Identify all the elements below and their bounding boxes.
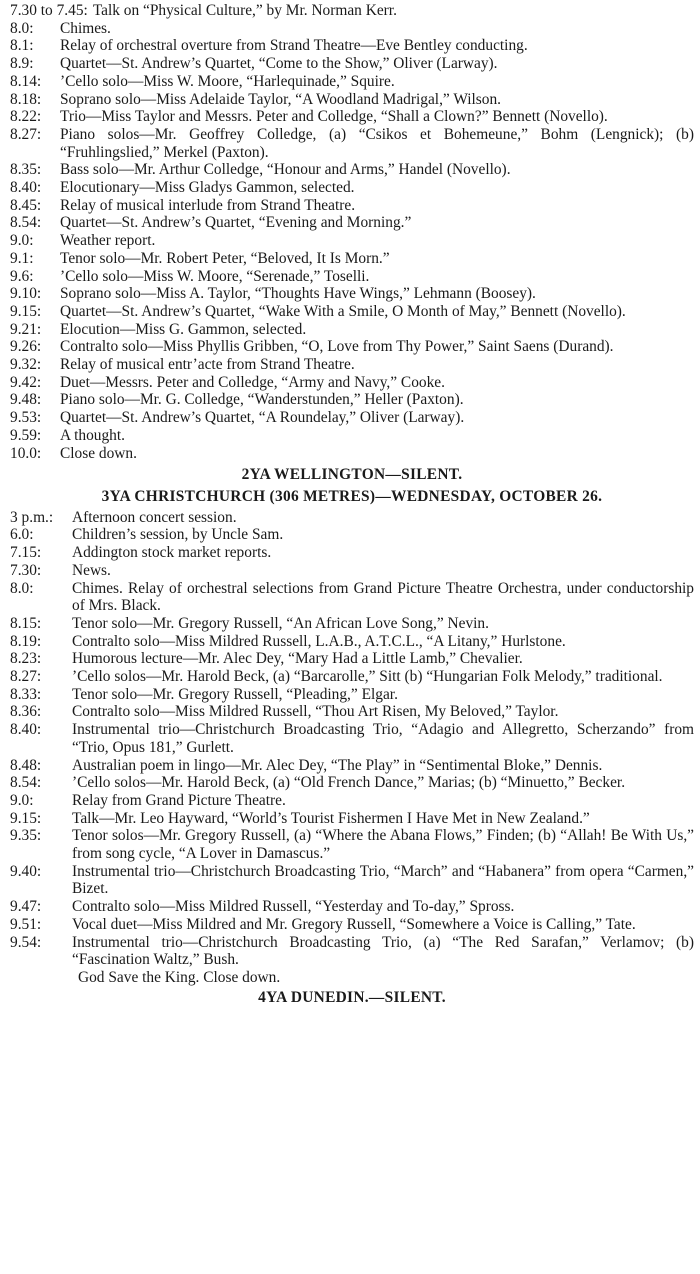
entry-text: Instrumental trio—Christchurch Broadcasting Trio, “March” and “Habanera” from opera “Carmen,” Bizet. [72,862,694,898]
programme-entry [10,427,694,445]
entry-time: 8.9: [10,55,34,73]
entry-time: 9.40: [10,862,42,880]
entry-text: Contralto solo—Miss Mildred Russell, L.A.B., A.T.C.L., “A Litany,” Hurlstone. [72,632,566,650]
programme-entry [10,774,694,792]
programme-entry [10,526,694,544]
entry-time: 8.0: [10,19,34,37]
entry-text: ’Cello solos—Mr. Harold Beck, (a) “Old French Dance,” Marias; (b) “Minuetto,” Becker. [72,774,626,792]
programme-entry [10,197,694,215]
entry-time: 8.54: [10,214,42,232]
programme-entry [10,445,694,463]
closing-line: God Save the King. Close down. [78,968,281,986]
programme-entry [10,580,694,615]
entry-text: Relay of musical entr’acte from Strand Theatre. [60,356,355,374]
entry-time: 8.1: [10,37,34,55]
programme-entry [10,126,694,161]
entry-time: 9.53: [10,409,42,427]
entry-text: Vocal duet—Miss Mildred and Mr. Gregory Russell, “Somewhere a Voice is Calling,” Tate. [72,915,636,933]
entry-text: A thought. [60,426,125,444]
entry-time: 8.33: [10,685,42,703]
programme-entry [10,898,694,916]
entry-time: 8.48: [10,756,42,774]
entry-time: 9.15: [10,302,42,320]
entry-time: 8.40: [10,721,42,739]
entry-time: 8.18: [10,90,42,108]
programme-entry [10,250,694,268]
programme-entry [10,391,694,409]
programme-entry [10,214,694,232]
entry-time: 9.51: [10,915,42,933]
programme-entry-first [10,2,694,20]
entry-time: 9.32: [10,356,42,374]
programme-entry [10,562,694,580]
entry-text: Trio—Miss Taylor and Messrs. Peter and Colledge, “Shall a Clown?” Bennett (Novello). [60,108,608,126]
programme-entry [10,934,694,969]
programme-entry [10,544,694,562]
entry-time: 8.0: [10,579,34,597]
entry-text: Quartet—St. Andrew’s Quartet, “A Roundelay,” Oliver (Larway). [60,409,465,427]
programme-entry [10,792,694,810]
programme-entry [10,37,694,55]
entry-time: 8.35: [10,161,42,179]
entry-text: Contralto solo—Miss Phyllis Gribben, “O, Love from Thy Power,” Saint Saens (Durand). [60,338,614,356]
entry-text: Piano solos—Mr. Geoffrey Colledge, (a) “Csikos et Bohemeune,” Bohm (Lengnick); (b) “Fruhlingslied,” Merkel (Paxton). [60,125,694,161]
entry-time: 9.21: [10,320,42,338]
entry-time: 9.0: [10,791,34,809]
entry-time: 9.1: [10,249,34,267]
entry-time: 9.10: [10,285,42,303]
entry-time: 9.54: [10,933,42,951]
entry-text: Instrumental trio—Christchurch Broadcasting Trio, (a) “The Red Sarafan,” Verlamov; (b) “Fascination Waltz,” Bush. [72,933,694,969]
section-3ya-programme [10,509,694,969]
entry-time: 7.30: [10,561,42,579]
programme-entry [10,916,694,934]
programme-entry [10,827,694,862]
entry-time: 9.15: [10,809,42,827]
programme-entry [10,686,694,704]
programme-entry [10,374,694,392]
programme-entry [10,668,694,686]
entry-time: 9.42: [10,373,42,391]
programme-entry [10,633,694,651]
programme-entry [10,161,694,179]
entry-time: 3 p.m.: [10,508,54,526]
entry-text: Relay of musical interlude from Strand Theatre. [60,196,356,214]
programme-entry [10,409,694,427]
programme-entry [10,73,694,91]
entry-time: 8.36: [10,703,42,721]
entry-text: Elocution—Miss G. Gammon, selected. [60,320,307,338]
heading-2ya-wellington: 2YA WELLINGTON—SILENT. [241,466,463,484]
entry-text: Chimes. [60,19,111,37]
entry-text: Duet—Messrs. Peter and Colledge, “Army and Navy,” Cooke. [60,373,445,391]
entry-text: Piano solo—Mr. G. Colledge, “Wanderstunden,” Heller (Paxton). [60,391,464,409]
entry-text: Talk—Mr. Leo Hayward, “World’s Tourist Fishermen I Have Met in New Zealand.” [72,809,590,827]
entry-text: Weather report. [60,232,156,250]
programme-entry [10,321,694,339]
entry-time: 9.6: [10,267,34,285]
programme-entry [10,285,694,303]
programme-entry [10,650,694,668]
programme-entry [10,721,694,756]
entry-time: 8.27: [10,125,42,143]
entry-text: Relay from Grand Picture Theatre. [72,791,286,809]
entry-time: 6.0: [10,526,34,544]
entry-text: Soprano solo—Miss Adelaide Taylor, “A Woodland Madrigal,” Wilson. [60,90,502,108]
entry-time: 9.26: [10,338,42,356]
programme-entry [10,703,694,721]
entry-time: 8.45: [10,196,42,214]
entry-text: Chimes. Relay of orchestral selections from Grand Picture Theatre Orchestra, under conductorship of Mrs. Black. [72,579,694,615]
entry-text: Australian poem in lingo—Mr. Alec Dey, “The Play” in “Sentimental Bloke,” Dennis. [72,756,603,774]
entry-time: 8.40: [10,179,42,197]
entry-text: Tenor solo—Mr. Robert Peter, “Beloved, It Is Morn.” [60,249,390,267]
entry-text: ’Cello solos—Mr. Harold Beck, (a) “Barcarolle,” Sitt (b) “Hungarian Folk Melody,” traditional. [72,668,663,686]
entry-text: ’Cello solo—Miss W. Moore, “Harlequinade,” Squire. [60,72,395,90]
programme-entry [10,91,694,109]
entry-text: Elocutionary—Miss Gladys Gammon, selected. [60,179,355,197]
entry-text: Afternoon concert session. [72,508,237,526]
entry-text: Instrumental trio—Christchurch Broadcasting Trio, “Adagio and Allegretto, Scherzando” from “Trio, Opus 181,” Gurlett. [72,721,694,756]
entry-time: 9.0: [10,232,34,250]
programme-entry [10,55,694,73]
entry-text: Talk on “Physical Culture,” by Mr. Norman Kerr. [92,2,397,19]
entry-text: Quartet—St. Andrew’s Quartet, “Wake With a Smile, O Month of May,” Bennett (Novello). [60,302,626,320]
entry-text: Contralto solo—Miss Mildred Russell, “Yesterday and To-day,” Spross. [72,898,515,916]
programme-entry [10,108,694,126]
entry-text: Tenor solo—Mr. Gregory Russell, “Pleading,” Elgar. [72,685,398,703]
entry-text: Contralto solo—Miss Mildred Russell, “Thou Art Risen, My Beloved,” Taylor. [72,703,559,721]
entry-text: Quartet—St. Andrew’s Quartet, “Evening and Morning.” [60,214,412,232]
programme-entry [10,356,694,374]
programme-entry [10,509,694,527]
entry-time: 8.15: [10,614,42,632]
programme-entry [10,757,694,775]
entry-text: ’Cello solo—Miss W. Moore, “Serenade,” Toselli. [60,267,370,285]
heading-4ya-dunedin: 4YA DUNEDIN.—SILENT. [258,988,446,1006]
entry-time: 9.35: [10,827,42,845]
entry-time: 8.23: [10,650,42,668]
entry-text: Soprano solo—Miss A. Taylor, “Thoughts Have Wings,” Lehmann (Boosey). [60,285,536,303]
entry-time: 9.47: [10,898,42,916]
programme-entry [10,615,694,633]
entry-time: 9.59: [10,426,42,444]
entry-text: Addington stock market reports. [72,544,272,562]
entry-text: Children’s session, by Uncle Sam. [72,526,284,544]
entry-text: Quartet—St. Andrew’s Quartet, “Come to the Show,” Oliver (Larway). [60,55,498,73]
entry-time: 8.22: [10,108,42,126]
programme-entry [10,232,694,250]
entry-text: Close down. [60,444,137,462]
entry-time: 8.19: [10,632,42,650]
programme-entry [10,20,694,38]
entry-time: 8.27: [10,668,42,686]
programme-entry [10,863,694,898]
heading-3ya-christchurch: 3YA CHRISTCHURCH (306 METRES)—WEDNESDAY, OCTOBER 26. [101,487,603,505]
section-1ya-programme [10,20,694,463]
programme-entry [10,179,694,197]
entry-time: 8.54: [10,774,42,792]
programme-entry [10,268,694,286]
entry-text: Tenor solo—Mr. Gregory Russell, “An African Love Song,” Nevin. [72,614,489,632]
programme-entry [10,810,694,828]
entry-time: 7.15: [10,544,42,562]
entry-text: Humorous lecture—Mr. Alec Dey, “Mary Had a Little Lamb,” Chevalier. [72,650,523,668]
entry-time: 7.30 to 7.45: [10,2,88,19]
programme-entry [10,303,694,321]
entry-text: Tenor solos—Mr. Gregory Russell, (a) “Where the Abana Flows,” Finden; (b) “Allah! Be With Us,” from song cycle, “A Lover in Damascus.” [72,827,694,863]
entry-text: Bass solo—Mr. Arthur Colledge, “Honour and Arms,” Handel (Novello). [60,161,511,179]
programme-entry [10,338,694,356]
entry-time: 10.0: [10,444,42,462]
entry-text: Relay of orchestral overture from Strand Theatre—Eve Bentley conducting. [60,37,528,55]
entry-time: 8.14: [10,72,42,90]
entry-text: News. [72,561,111,579]
entry-time: 9.48: [10,391,42,409]
